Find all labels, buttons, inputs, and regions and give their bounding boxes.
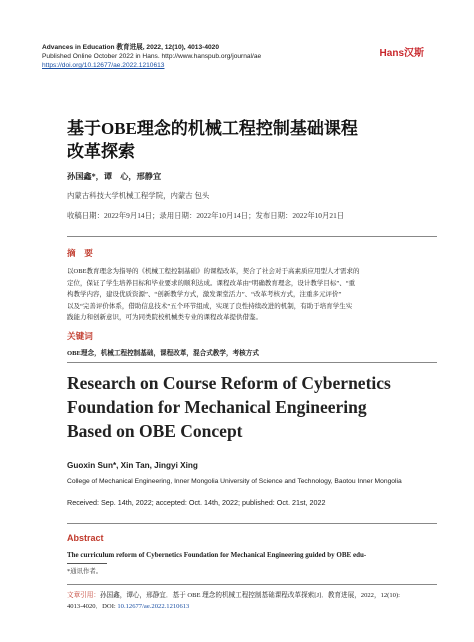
citation-block — [67, 590, 437, 612]
doi-link[interactable]: https://doi.org/10.12677/ae.2022.1210613 — [42, 62, 165, 69]
chinese-keywords: OBE理念，机械工程控制基础，课程改革，混合式教学，考核方式 — [67, 350, 259, 357]
abstract-line: 践能力和创新意识，可为同类院校机械类专业的课程改革提供借鉴。 — [67, 314, 262, 322]
english-abstract-heading: Abstract — [67, 533, 104, 543]
english-title — [67, 372, 447, 443]
english-title-line: Research on Course Reform of Cybernetics — [67, 373, 391, 393]
chinese-keywords-heading: 关键词 — [67, 331, 93, 341]
divider — [67, 236, 437, 237]
journal-title: Advances in Education 教育进展, 2022, 12(10), 4013-4020 — [42, 44, 220, 51]
chinese-title-line: 基于OBE理念的机械工程控制基础课程 — [67, 119, 358, 138]
divider — [67, 584, 437, 585]
divider — [67, 362, 437, 363]
chinese-abstract-heading: 摘 要 — [67, 248, 93, 258]
english-title-line: Based on OBE Concept — [67, 420, 243, 441]
chinese-title-line: 改革探索 — [67, 142, 135, 161]
english-abstract-text: The curriculum reform of Cybernetics Foundation for Mechanical Engineering guided by OBE edu- — [67, 551, 367, 559]
footnote-divider — [67, 563, 107, 564]
citation-label: 文章引用： — [67, 592, 100, 599]
journal-header — [42, 43, 261, 70]
english-authors: Guoxin Sun*, Xin Tan, Jingyi Xing — [67, 461, 198, 470]
english-dates: Received: Sep. 14th, 2022; accepted: Oct. 14th, 2022; published: Oct. 21st, 2022 — [67, 498, 326, 507]
journal-publication-line: Published Online October 2022 in Hans. http://www.hanspub.org/journal/ae — [42, 53, 262, 60]
abstract-line: 构教学内容，建设优质资源”、“创新教学方式，激发课堂活力”、“改革考核方式，注重多元评价” — [67, 291, 342, 299]
footnote: *通讯作者。 — [67, 568, 103, 575]
chinese-abstract — [67, 266, 435, 324]
citation-pages: 4013-4020．DOI: — [67, 603, 118, 610]
abstract-line: 定位，保证了学生培养目标和毕业要求的顺利达成。课程改革由“明确教育理念，设计教学目标”、“重 — [67, 279, 356, 287]
abstract-line: 以及“完善评价体系，借助信息技术”五个环节组成，实现了良性持续改进的机制，有助于培育学生实 — [67, 302, 353, 310]
chinese-dates: 收稿日期：2022年9月14日；录用日期：2022年10月14日；发布日期：2022年10月21日 — [67, 211, 345, 220]
chinese-authors: 孙国鑫*，谭 心，邢静宜 — [67, 172, 162, 181]
divider — [67, 523, 437, 524]
english-affiliation: College of Mechanical Engineering, Inner Mongolia University of Science and Technology, Baotou Inner Mongolia — [67, 478, 402, 485]
chinese-affiliation: 内蒙古科技大学机械工程学院，内蒙古 包头 — [67, 191, 210, 200]
english-title-line: Foundation for Mechanical Engineering — [67, 396, 367, 417]
publisher-logo: Hans汉斯 — [379, 48, 424, 59]
chinese-title — [67, 117, 407, 163]
abstract-line: 以OBE教育理念为指导的《机械工程控制基础》的课程改革，契合了社会对于高素质应用型人才需求的 — [67, 268, 360, 275]
citation-text: 孙国鑫，谭心，邢静宜．基于 OBE 理念的机械工程控制基础课程改革探索[J]．教育进展，2022，12(10): — [99, 592, 400, 599]
citation-doi-link[interactable]: 10.12677/ae.2022.1210613 — [117, 603, 190, 610]
